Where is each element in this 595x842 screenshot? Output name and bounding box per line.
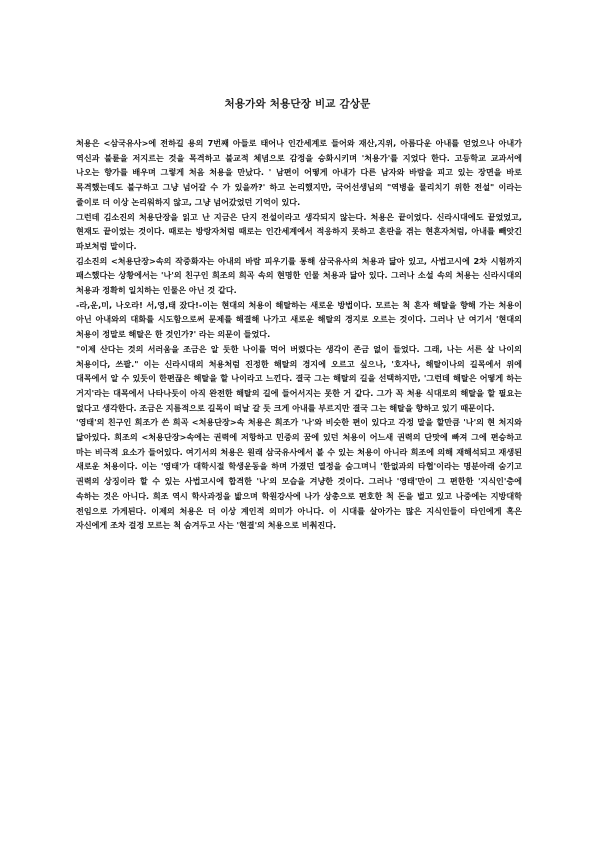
paragraph: "이제 산다는 것의 서러움을 조금은 알 듯한 나이를 먹어 버렸다는 생각이 존금 없이 들었다. 그래, 나는 서른 살 나이의 처용이다, 쓰팔." 이는 신라시대의 처용처럼 진정한 해탈의 경지에 오르고 싶으나, '호자나, 해탈이나의 길목에서 위에 대목에서 알 수 있듯이 한편끊은 해탈을 할 나이라고 느낀다. 결국 그는 해탈의 길을 선택하지만, '그런데 해탈은 어떻게 하는 거지'라는 대목에서 나타나듯이 아직 완전한 해탈의 길에 들어서지는 못한 거 같다. 그가 꼭 처용 식대로의 해탈을 할 필요는 없다고 생각한다. 조금은 지름적으로 길목이 떠날 갈 듯 크게 아내를 부르지만 결국 그는 해탈을 향하고 있기 때문이다. bbox=[76, 343, 522, 413]
paragraph: 처용은 <삼국유사>에 전하길 용의 7번째 아들로 태어나 인간세계로 들어와 재산,지위, 아름다운 아내를 얻었으나 아내가 역신과 불륜을 저지르는 것을 목격하고 불교적 체념으로 감정을 승화시키며 '처용가'를 지었다 한다. 고등학교 교과서에 나오는 향가를 배우며 그렇게 처음 처용을 만났다. ' 남편이 어떻게 아내가 다른 남자와 바람을 피고 있는 장면을 바로 목격했는데도 불구하고 그냥 넘어갈 수 가 있을까?' 하고 논리했지만, 국어선생님의 "역병을 물리치기 위한 전설" 이라는 줄이로 더 이상 논리워하지 않고, 그냥 넘어갔었던 기억이 있다. bbox=[76, 138, 522, 207]
paragraph: '영태'의 친구인 희조가 쓴 희곡 <처용단장>속 처용은 희조가 '나'와 비슷한 편이 있다고 각정 말을 할만큼 '나'의 현 처지와 닮아있다. 희조의 <처용단장>속에는 권력에 저항하고 민중의 꿈에 있던 처용이 어느새 권력의 단맛에 빠져 그에 편승하고 마는 비극적 요소가 들어있다. 여기서의 처용은 원래 삼국유사에서 볼 수 있는 처용이 아니라 희조에 의해 재해석되고 재생된 새로운 처용이다. 이는 '영태'가 대학시절 학생운동을 하며 가졌던 열정을 숨그며니 '한없과의 타협'이라는 명분아래 숨기고 권력의 상징이라 할 수 있는 사법고시에 합격한 '나'의 모습을 겨냥한 것이다. 그러나 '영태'만이 그 편한한 '지식인'층에 속하는 것은 아니다. 희조 역시 학사과정을 밟으며 학원강사에 나가 상총으로 편호한 척 돈을 벌고 있고 나중에는 지방대학 전임으로 가게된다. 이제의 처용은 더 이상 계인적 의미가 아니다. 이 시대를 살아가는 많은 지식인들이 타인에게 혹은 자신에게 조차 걸정 모르는 척 숨겨두고 사는 '현결'의 처용으로 비춰진다. bbox=[76, 417, 522, 531]
document-body bbox=[76, 136, 522, 533]
document-title: 처용가와 처용단장 비교 감상문 bbox=[224, 98, 371, 110]
paragraph: 김소진의 <처용단장>속의 작중화자는 아내의 바람 피우기를 통해 삼국유사의 처용과 닮아 있고, 사법고시에 2차 시험까지 패스했다는 상황에서는 '나'의 친구인 희조의 희곡 속의 현명한 인물 처용과 닮아 있다. 그러나 소설 속의 처용는 신라시대의 처용과 정확히 일치하는 인물은 아닌 것 같다. bbox=[76, 255, 522, 296]
paragraph: -라,운,미, 나오라! 서,영,태 잤다!-이는 현대의 처용이 해탈하는 새로운 방법이다. 모르는 척 혼자 해탈을 향해 가는 처용이 아닌 아내와의 대화를 시도함으로써 문제를 해결해 나가고 새로운 해탈의 경지로 오르는 것이다. 그러나 난 여기서 '현대의 처용이 정말로 해탈은 한 것인가?' 라는 의문이 들었다. bbox=[76, 299, 522, 340]
paragraph: 그런데 김소진의 처용단장을 읽고 난 지금은 단지 전설이라고 생각되지 않는다. 처용은 끝이었다. 신라시대에도 끝었었고, 현재도 끝이었는 것이다. 때로는 방랑자처럼 때로는 인간세계에서 적응하지 못하고 혼란을 겪는 현혼자처럼, 아내를 빼앗긴 파보처럼 말이다. bbox=[76, 211, 522, 251]
